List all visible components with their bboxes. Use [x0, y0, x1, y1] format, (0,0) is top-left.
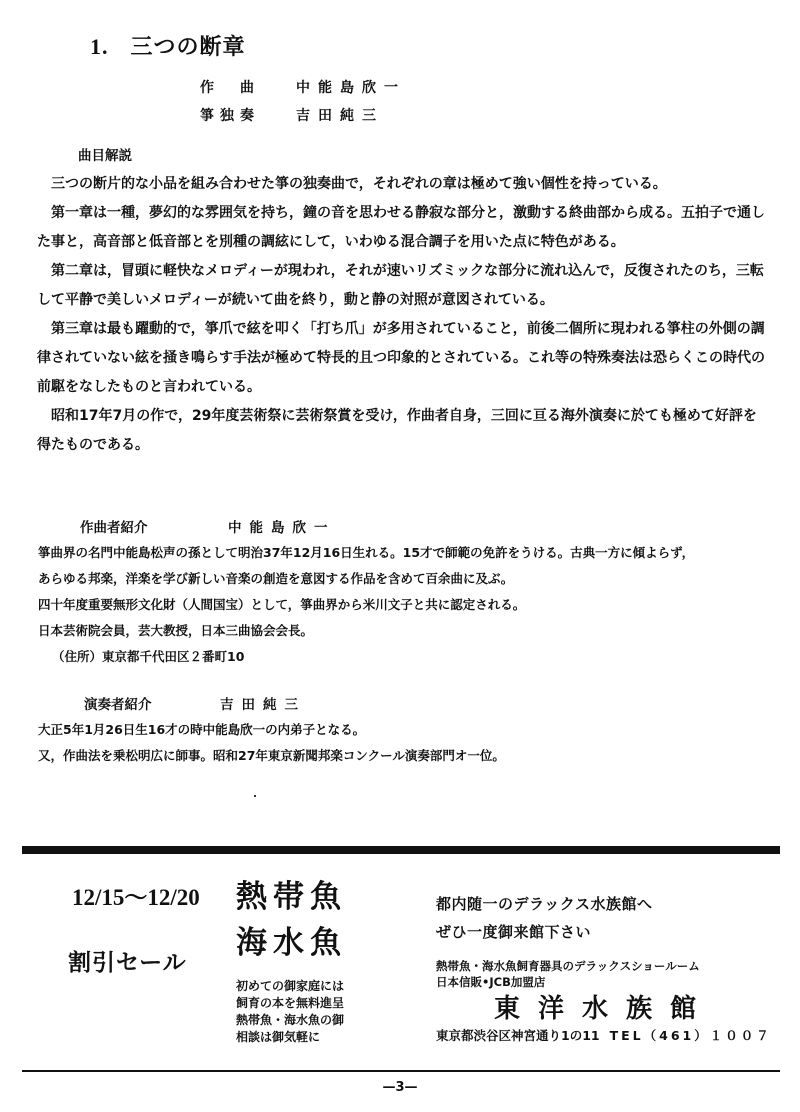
- commentary-paragraph: 第二章は，冒頭に軽快なメロディーが現われ，それが速いリズミックな部分に流れ込んで，反復されたのち，三転して平静で美しいメロディーが続いて曲を終り，動と静の対照が意図されている。: [37, 263, 764, 308]
- piece-title: [90, 30, 246, 61]
- performer-profile-name: 吉田純三: [220, 697, 306, 713]
- piece-credits: [200, 74, 406, 130]
- credit-name: 吉田純三: [296, 108, 384, 124]
- composer-address: （住所）東京都千代田区２番町10: [52, 649, 245, 664]
- composer-profile-body: [38, 540, 778, 670]
- commentary-paragraph: 第一章は一種，夢幻的な雰囲気を持ち，鐘の音を思わせる静寂な部分と，激動する終曲部から成る。五拍子で通した事と，高音部と低音部とを別種の調絃にして，いわゆる混合調子を用いた点に特色がある。: [37, 205, 765, 250]
- ad-slogan: 都内随一のデラックス水族館へ: [436, 895, 653, 913]
- credit-composer: [200, 74, 406, 102]
- piece-title-text: 三つの断章: [130, 34, 246, 60]
- offer-line: 相談は御気軽に: [236, 1030, 321, 1044]
- credit-role: 箏独奏: [200, 108, 260, 124]
- ad-slogan: ぜひ一度御来館下さい: [436, 923, 592, 941]
- commentary-heading: 曲目解説: [78, 148, 132, 164]
- commentary-paragraph: 第三章は最も躍動的で，箏爪で絃を叩く「打ち爪」が多用されていること，前後二個所に現われる箏柱の外側の調律されていない絃を掻き鳴らす手法が極めて特長的且つ印象的とされている。これ等の特殊奏法は恐らくこの時代の前駆をなしたものと言われている。: [37, 321, 765, 395]
- commentary-paragraph: 三つの断片的な小品を組み合わせた箏の独奏曲で，それぞれの章は極めて強い個性を持っている。: [51, 176, 667, 192]
- dealer-line: 熱帯魚・海水魚飼育器具のデラックスショールーム: [436, 959, 700, 973]
- credit-role: 作 曲: [200, 80, 260, 96]
- shop-name: 東洋水族館: [494, 994, 715, 1024]
- performer-profile-body: [38, 717, 778, 769]
- offer-text: [236, 978, 344, 1046]
- aquarium-advertisement: [0, 854, 800, 1070]
- shop-address: 東京都渋谷区神宮通り1の11: [436, 1028, 600, 1043]
- shop-contact: [436, 1026, 772, 1044]
- fish-type: 海水魚: [236, 925, 347, 961]
- dealer-line: 日本信販•JCB加盟店: [436, 975, 546, 989]
- performer-profile-label: 演奏者紹介: [84, 697, 152, 713]
- performer-profile-line: 大正5年1月26日生16才の時中能島欣一の内弟子となる。: [38, 722, 366, 737]
- composer-profile-label: 作曲者紹介: [80, 520, 148, 536]
- dealer-info: [436, 958, 700, 990]
- composer-profile-line: 四十年度重要無形文化財（人間国宝）として，箏曲界から米川文子と共に認定される。: [38, 597, 526, 612]
- page-number: —3—: [382, 1080, 418, 1095]
- composer-profile-line: 箏曲界の名門中能島松声の孫として明治37年12月16日生れる。15才で師範の免許をうける。古典一方に傾よらず，: [38, 545, 695, 560]
- performer-profile-line: 又，作曲法を乗松明広に師事。昭和27年東京新聞邦楽コンクール演奏部門オ一位。: [38, 748, 505, 763]
- composer-profile-line: 日本芸術院会員，芸大教授，日本三曲協会会長。: [38, 623, 314, 638]
- composer-profile-heading: [80, 516, 336, 536]
- composer-profile-line: あらゆる邦楽，洋楽を学び新しい音楽の創造を意図する作品を含めて百余曲に及ぶ。: [38, 571, 514, 586]
- offer-line: 熱帯魚・海水魚の御: [236, 1013, 345, 1027]
- composer-profile-name: 中能島欣一: [228, 520, 336, 536]
- fish-type: 熱帯魚: [236, 879, 347, 915]
- credit-name: 中能島欣一: [296, 80, 406, 96]
- sale-label: 割引セール: [68, 950, 187, 976]
- sale-dates: 12/15～12/20: [72, 885, 200, 910]
- commentary-paragraph: 昭和17年7月の作で，29年度芸術祭に芸術祭賞を受け，作曲者自身，三回に亘る海外演奏に於ても極めて好評を得たものである。: [37, 408, 757, 453]
- ad-bottom-rule: [22, 1070, 780, 1072]
- commentary-body: [37, 170, 767, 460]
- performer-profile-heading: [84, 693, 306, 713]
- print-speck: [254, 795, 256, 797]
- fish-types: [236, 874, 347, 966]
- ad-top-rule: [22, 846, 780, 854]
- credit-soloist: [200, 102, 406, 130]
- piece-number: 1.: [90, 34, 109, 59]
- shop-telephone: TEL（461）１００７: [609, 1028, 772, 1043]
- offer-line: 飼育の本を無料進呈: [236, 996, 345, 1010]
- offer-line: 初めての御家庭には: [236, 979, 345, 993]
- ad-slogans: [436, 890, 653, 946]
